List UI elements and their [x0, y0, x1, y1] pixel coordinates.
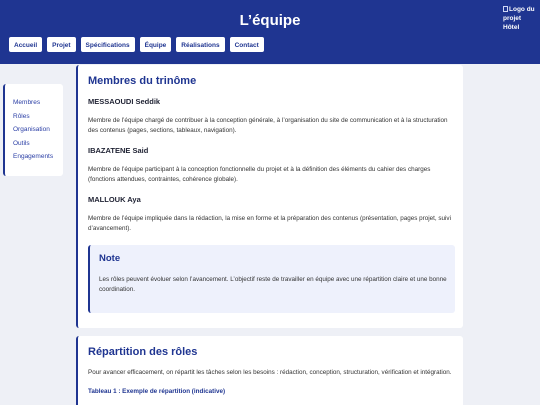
nav-accueil[interactable]: Accueil	[9, 37, 42, 52]
section-title: Répartition des rôles	[88, 346, 198, 358]
sidebar-item-organisation[interactable]: Organisation	[13, 126, 50, 133]
member-description: Membre de l’équipe participant à la conception fonctionnelle du projet et à la définition des éléments du cahier des charges (fonctions attendues, contraintes, cohérence globale).	[88, 166, 431, 183]
roles-intro: Pour avancer efficacement, on répartit les tâches selon les besoins : rédaction, conception, structuration, vérification et intégration.	[88, 369, 452, 376]
nav-equipe[interactable]: Équipe	[140, 37, 172, 52]
nav-contact[interactable]: Contact	[230, 37, 264, 52]
table-caption: Tableau 1 : Exemple de répartition (indicative)	[88, 388, 226, 395]
sidebar-item-engagements[interactable]: Engagements	[13, 153, 54, 160]
member-name: MALLOUK Aya	[88, 195, 141, 204]
member-name: IBAZATENE Said	[88, 146, 149, 155]
main-nav	[9, 37, 264, 52]
nav-specifications[interactable]: Spécifications	[81, 37, 135, 52]
sidebar-toc	[3, 84, 63, 176]
note-text: Les rôles peuvent évoluer selon l’avancement. L’objectif reste de travailler en équipe avec une répartition claire et une bonne coordination.	[99, 276, 447, 293]
logo-image[interactable]	[503, 5, 539, 32]
nav-projet[interactable]: Projet	[47, 37, 75, 52]
member-name: MESSAOUDI Seddik	[88, 97, 161, 106]
sidebar-item-membres[interactable]: Membres	[13, 99, 41, 106]
page-title: L’équipe	[239, 12, 301, 29]
nav-realisations[interactable]: Réalisations	[176, 37, 224, 52]
members-section	[76, 65, 463, 328]
sidebar-item-roles[interactable]: Rôles	[13, 112, 30, 120]
member-description: Membre de l’équipe chargé de contribuer à la conception générale, à l’organisation du site de communication et à la structuration des contenus (pages, sections, tableaux, navigation).	[88, 117, 448, 134]
note-box	[88, 245, 455, 313]
section-title: Membres du trinôme	[88, 75, 197, 87]
logo-alt-text: Logo du projet Hôtel	[503, 6, 535, 31]
sidebar-item-outils[interactable]: Outils	[13, 139, 30, 147]
member-description: Membre de l’équipe impliquée dans la rédaction, la mise en forme et la préparation des contenus (présentation, pages projet, suivi d’avancement).	[88, 215, 451, 232]
broken-image-icon	[503, 6, 508, 12]
site-header	[0, 0, 540, 64]
note-title: Note	[99, 253, 121, 264]
roles-section	[76, 336, 463, 405]
